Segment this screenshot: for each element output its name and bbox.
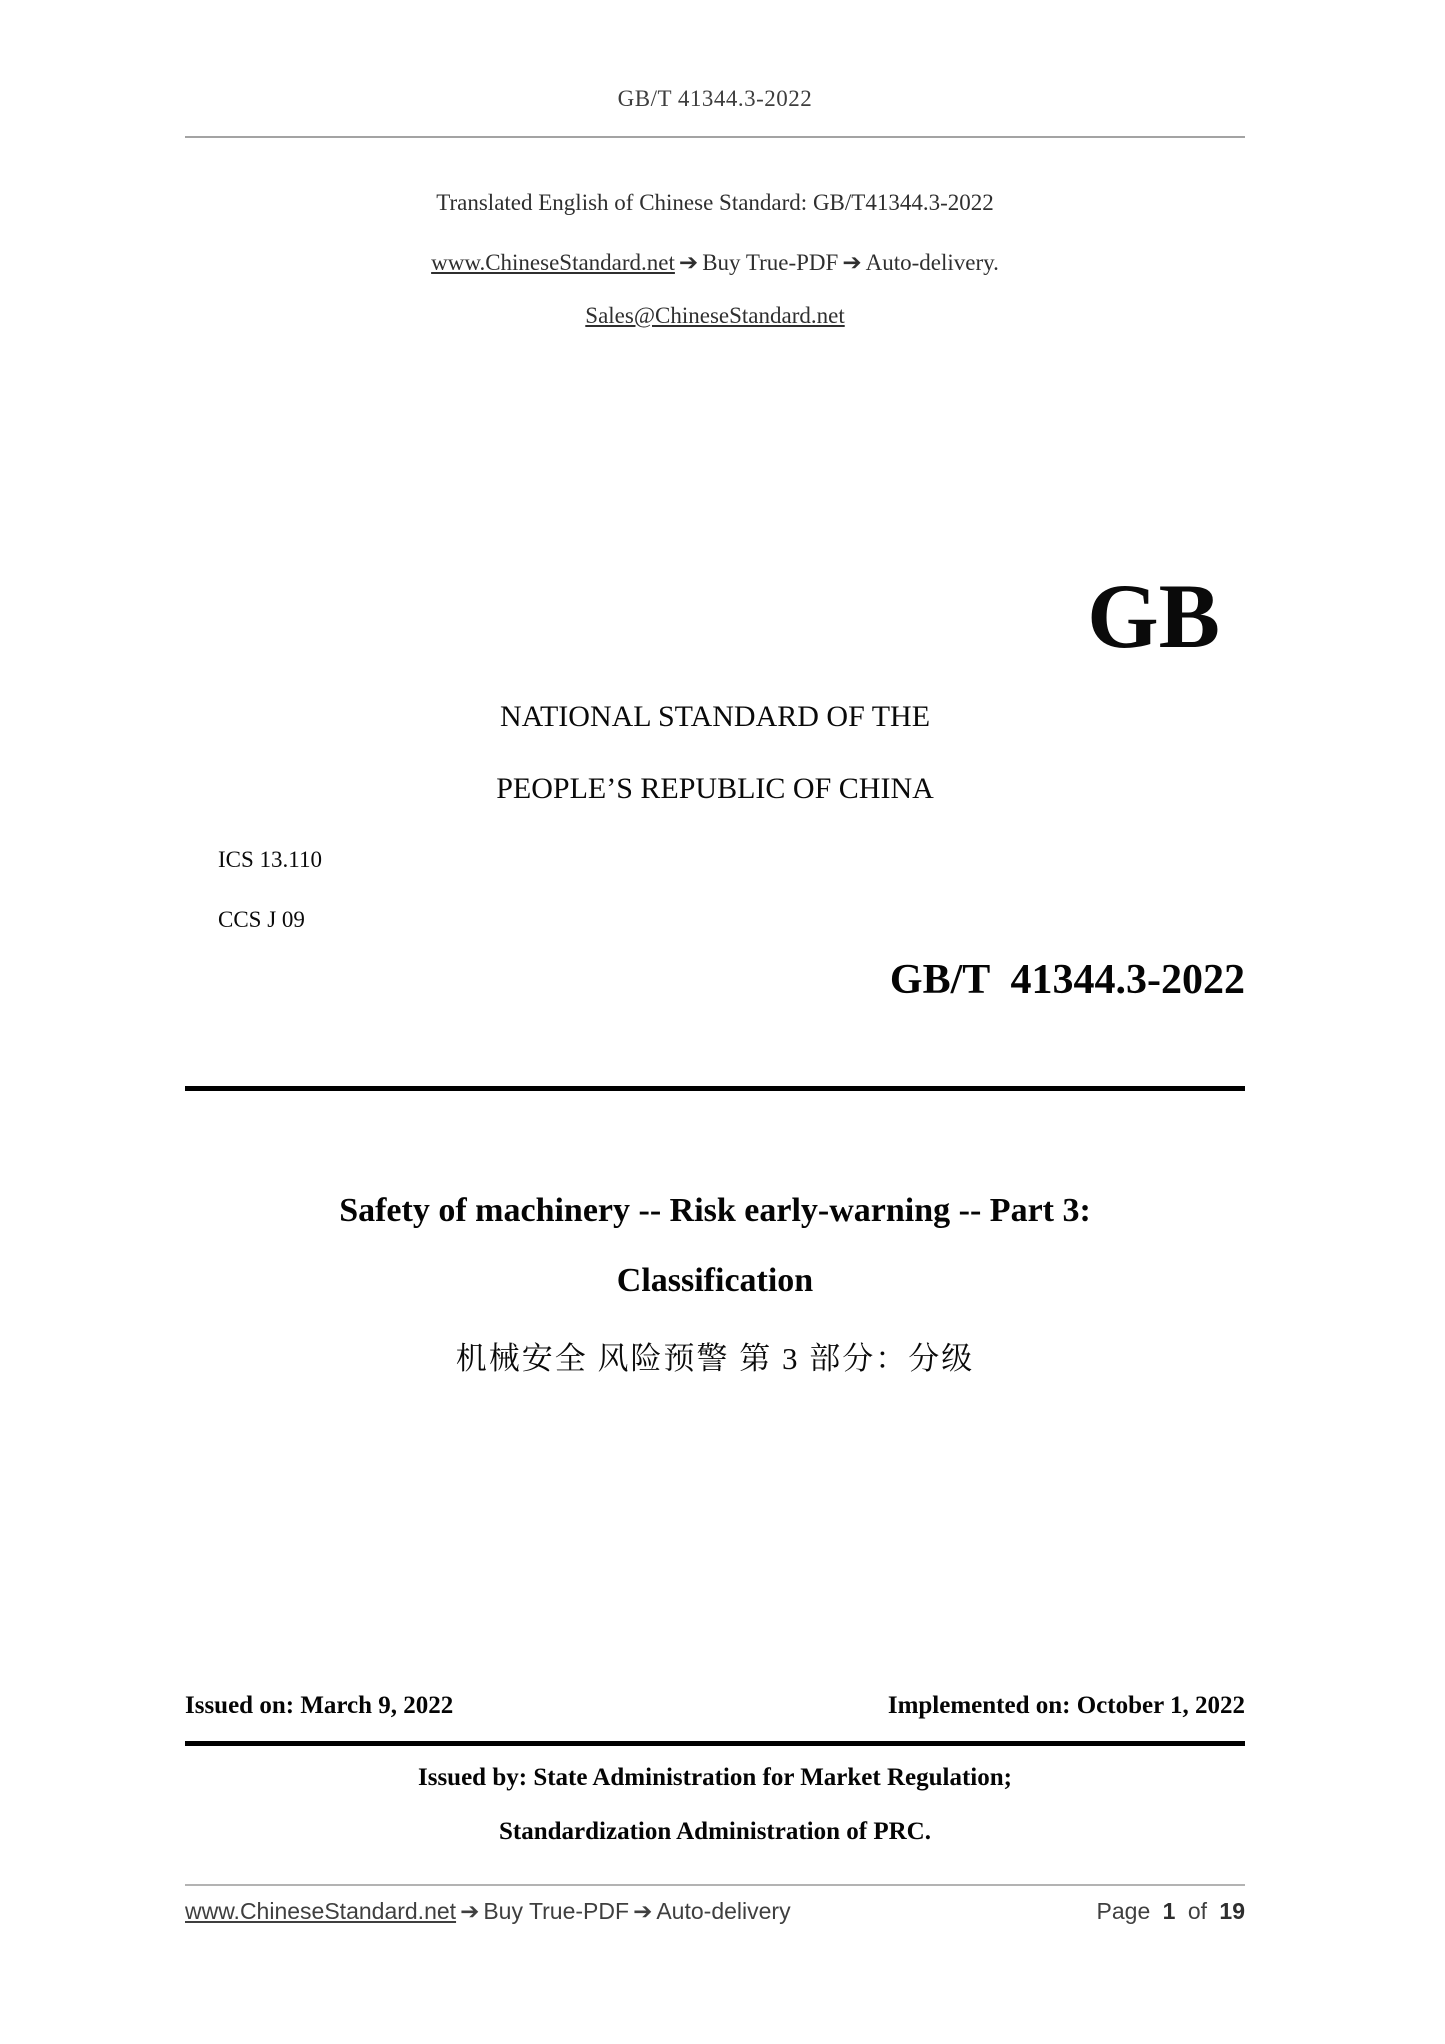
title-rule [185,1086,1245,1091]
page-of-label: of [1187,1898,1208,1924]
page-indicator [1091,1898,1245,1925]
footer-site-link[interactable]: www.ChineseStandard.net [185,1898,457,1924]
header-rule [185,136,1245,138]
arrow-icon: ➔ [678,250,699,275]
issuer-line-1: Issued by: State Administration for Market Regulation; [418,1764,1012,1791]
header-doc-number: GB/T 41344.3-2022 [617,86,813,111]
title-line-1: Safety of machinery -- Risk early-warning -- Part 3: [339,1192,1091,1229]
buy-line [185,250,1245,276]
dates-rule [185,1741,1245,1746]
title-line-2: Classification [616,1262,814,1299]
ccs-code: CCS J 09 [218,907,305,932]
footer-buy-line [185,1898,791,1925]
buy-label: Buy True-PDF [702,250,839,275]
footer-delivery-label: Auto-delivery [656,1898,791,1924]
issuer-line-2: Standardization Administration of PRC. [499,1818,931,1845]
national-standard-line-1: NATIONAL STANDARD OF THE [499,700,931,733]
translated-line: Translated English of Chinese Standard: GB/T41344.3-2022 [436,190,994,215]
implemented-on: Implemented on: October 1, 2022 [887,1692,1245,1719]
arrow-icon: ➔ [460,1898,480,1924]
email-link[interactable]: Sales@ChineseStandard.net [585,303,845,328]
page-current: 1 [1162,1898,1176,1924]
standard-number: GB/T 41344.3-2022 [889,957,1245,1003]
arrow-icon: ➔ [633,1898,653,1924]
ics-code: ICS 13.110 [218,847,322,872]
page-total: 19 [1219,1898,1245,1924]
footer-row [185,1898,1245,1925]
email-line [185,303,1245,329]
footer-buy-label: Buy True-PDF [483,1898,630,1924]
page-label: Page [1096,1898,1151,1924]
gb-logo: GB [1087,565,1220,667]
footer-rule [185,1884,1245,1886]
arrow-icon: ➔ [842,250,862,275]
national-standard-line-2: PEOPLE’S REPUBLIC OF CHINA [496,772,934,805]
delivery-label: Auto-delivery. [865,250,999,275]
title-chinese: 机械安全 风险预警 第 3 部分：分级 [455,1341,975,1376]
site-link[interactable]: www.ChineseStandard.net [431,250,675,275]
issued-on: Issued on: March 9, 2022 [185,1692,454,1719]
dates-row [185,1692,1245,1720]
